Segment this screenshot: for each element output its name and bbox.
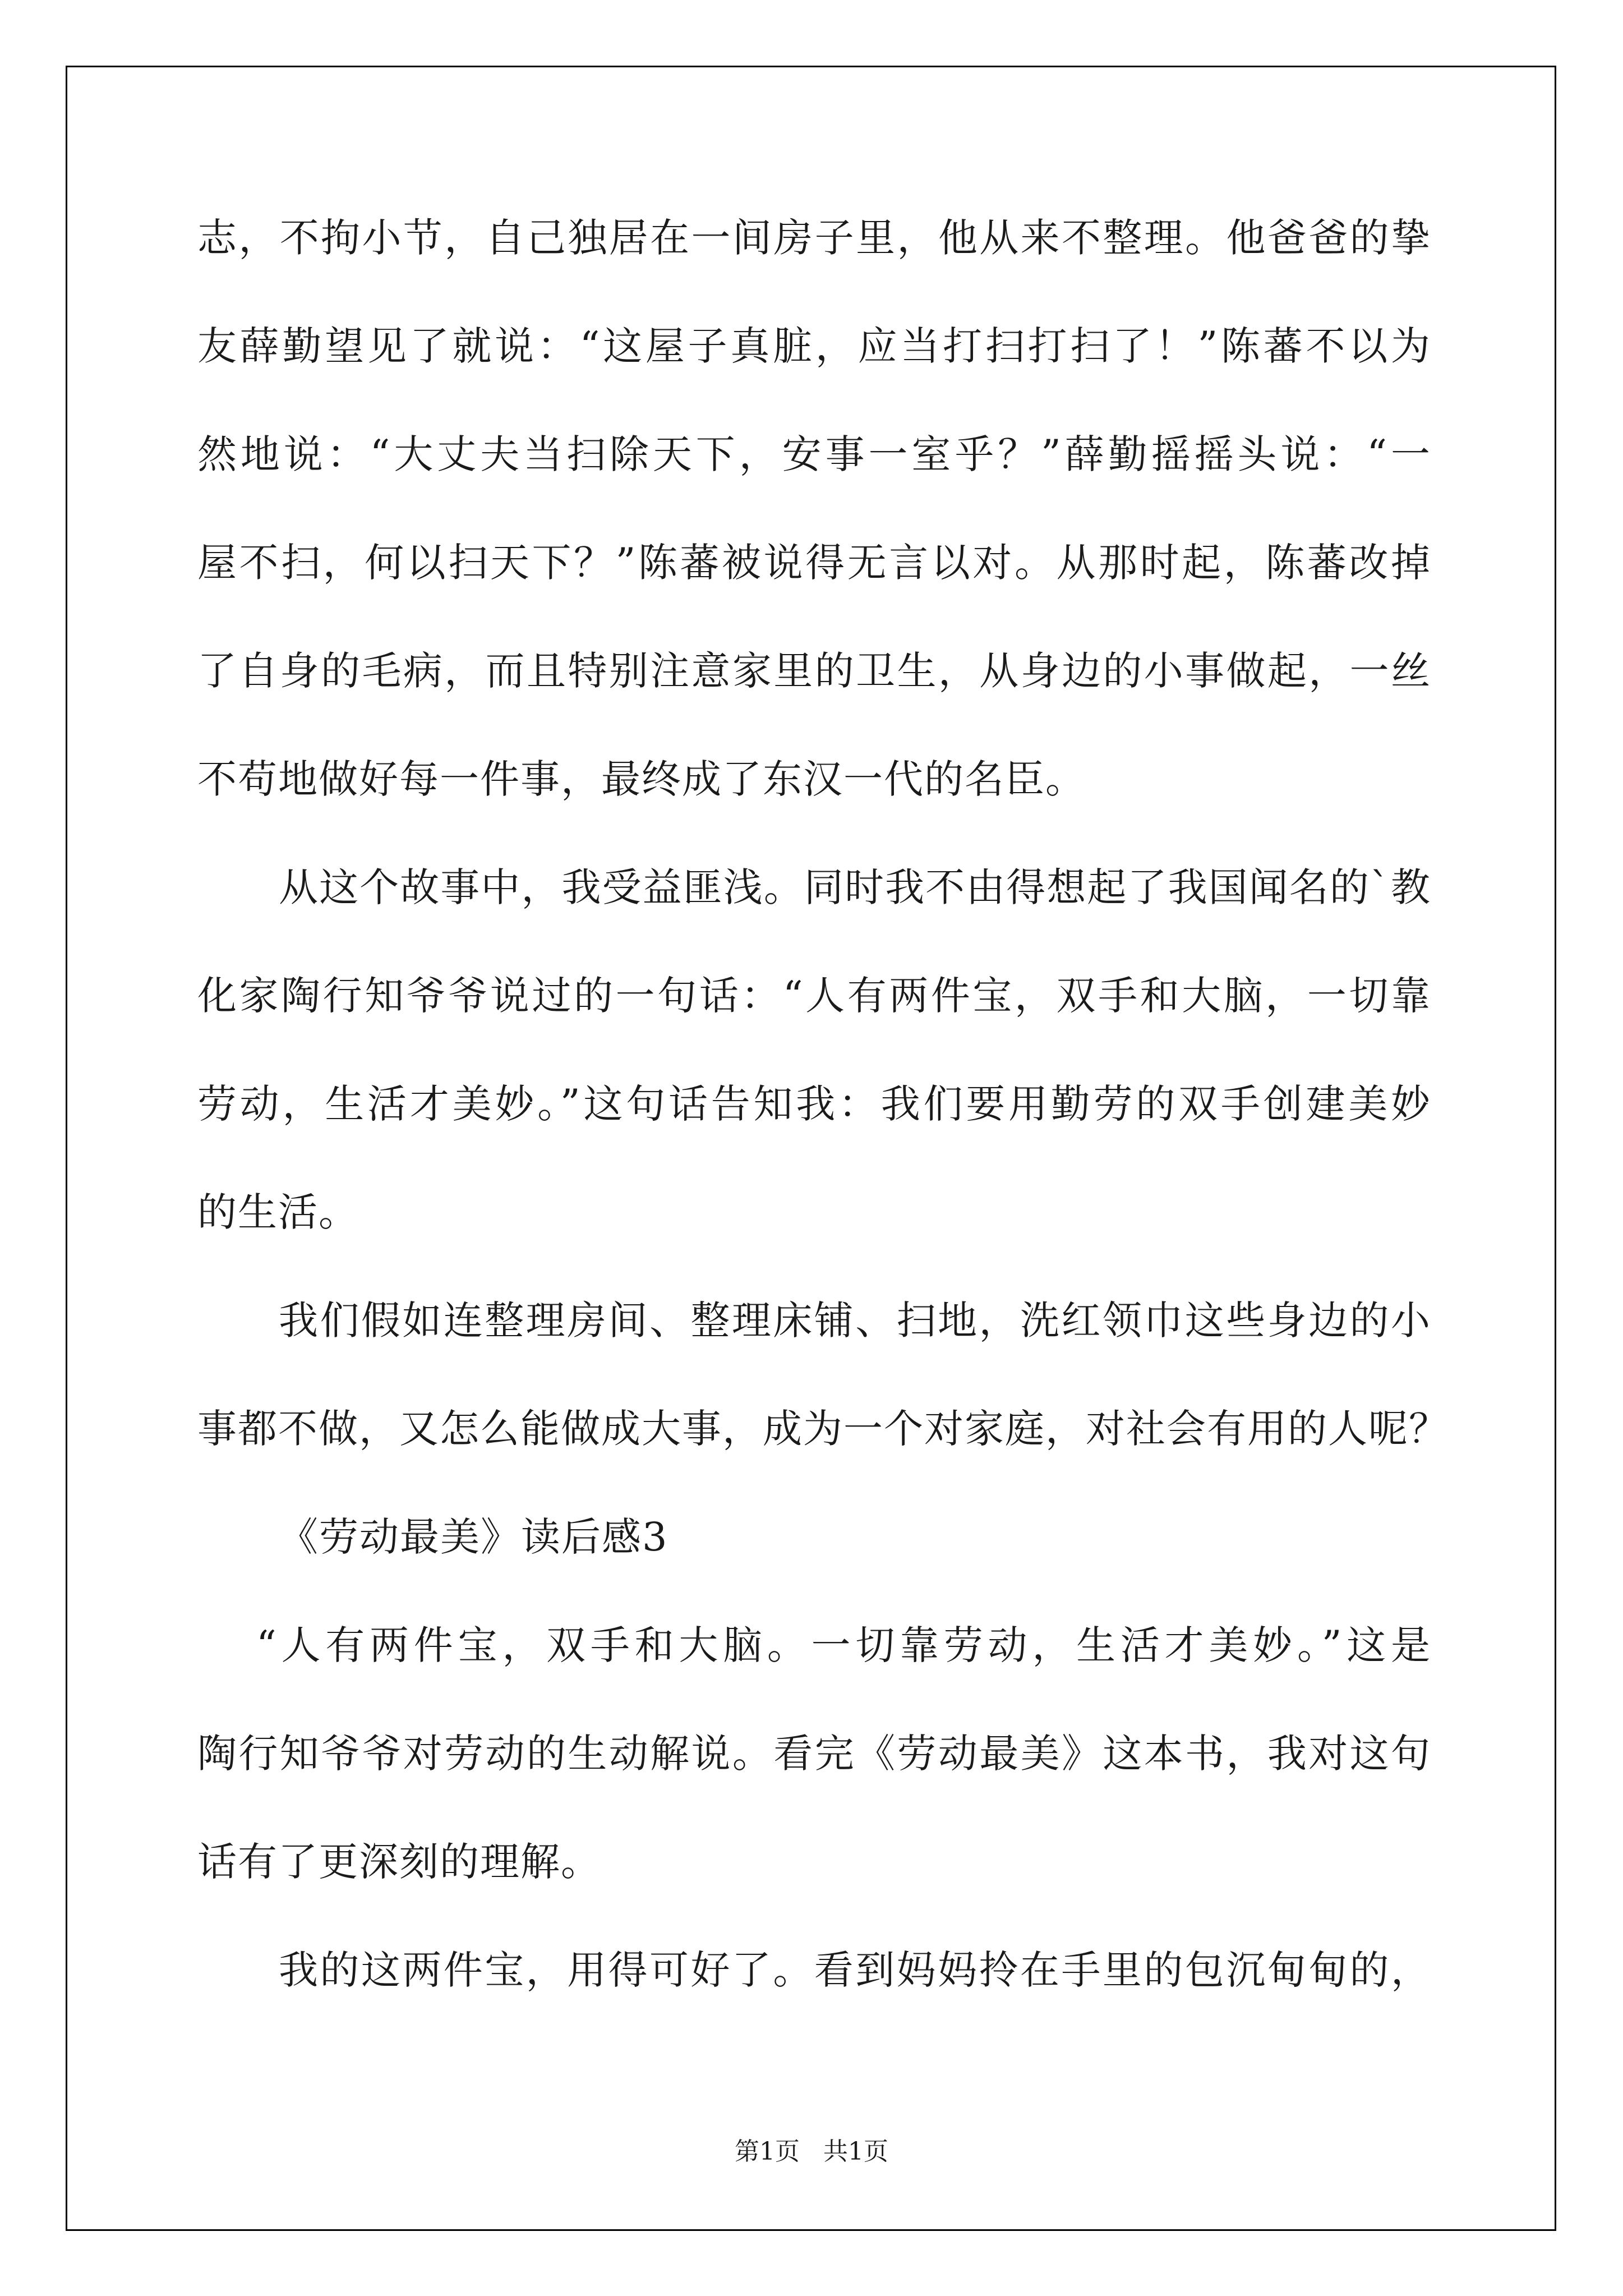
text-line: 志，不拘小节，自己独居在一间房子里，他从来不整理。他爸爸的挚: [197, 215, 1431, 261]
text-line: 的生活。: [197, 1189, 359, 1235]
text-line: 不苟地做好每一件事，最终成了东汉一代的名臣。: [197, 756, 1086, 802]
text-line: 陶行知爷爷对劳动的生动解说。看完《劳动最美》这本书，我对这句: [197, 1731, 1431, 1777]
text-line: 话有了更深刻的理解。: [197, 1839, 601, 1885]
page-border: [66, 66, 1556, 2231]
paragraph-first-line: “人有两件宝，双手和大脑。一切靠劳动，生活才美妙。”这是: [256, 1622, 1431, 1668]
text-line: 屋不扫，何以扫天下？”陈蕃被说得无言以对。从那时起，陈蕃改掉: [197, 540, 1431, 586]
text-line: 事都不做，又怎么能做成大事，成为一个对家庭，对社会有用的人呢？: [197, 1406, 1449, 1452]
section-heading: 《劳动最美》读后感3: [279, 1514, 668, 1560]
text-line: 劳动，生活才美妙。”这句话告知我：我们要用勤劳的双手创建美妙: [197, 1081, 1431, 1127]
paragraph-first-line: 我的这两件宝，用得可好了。看到妈妈拎在手里的包沉甸甸的，: [279, 1947, 1431, 1993]
text-line: 友薛勤望见了就说：“这屋子真脏，应当打扫打扫了！”陈蕃不以为: [197, 323, 1431, 369]
page-footer: 第1页 共1页: [735, 2137, 888, 2166]
text-line: 然地说：“大丈夫当扫除天下，安事一室乎？”薛勤摇摇头说：“一: [197, 431, 1431, 477]
text-line: 了自身的毛病，而且特别注意家里的卫生，从身边的小事做起，一丝: [197, 648, 1431, 694]
paragraph-first-line: 从这个故事中，我受益匪浅。同时我不由得想起了我国闻名的`教: [279, 864, 1431, 910]
paragraph-first-line: 我们假如连整理房间、整理床铺、扫地，洗红领巾这些身边的小: [279, 1297, 1431, 1343]
text-line: 化家陶行知爷爷说过的一句话：“人有两件宝，双手和大脑，一切靠: [197, 973, 1431, 1019]
